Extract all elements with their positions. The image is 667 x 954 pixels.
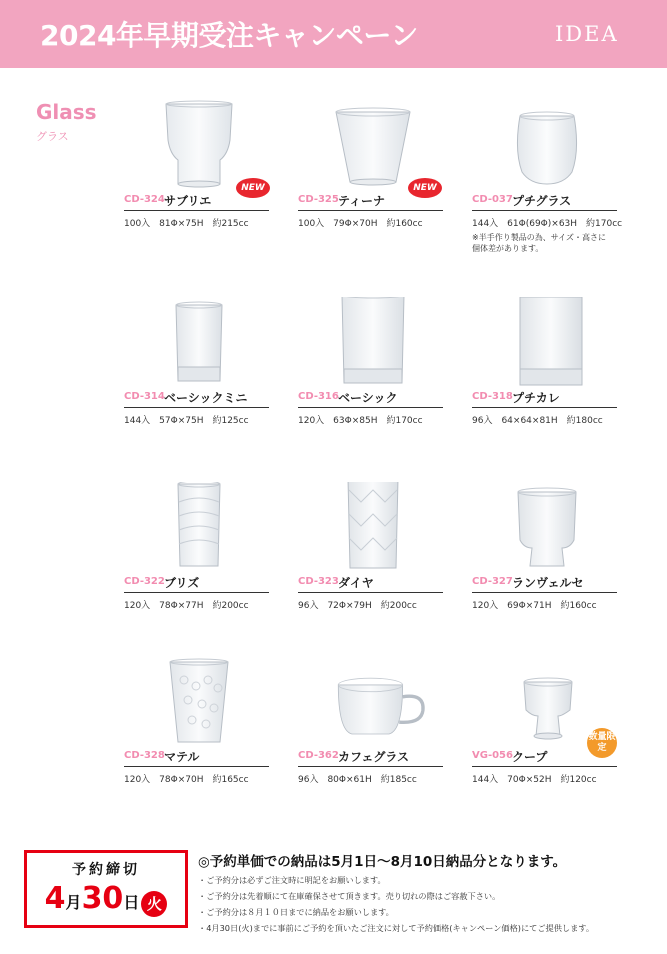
divider bbox=[298, 766, 443, 767]
glass-image bbox=[318, 656, 428, 746]
note-line: ・ご予約分は８月１０日までに納品をお願いします。 bbox=[198, 907, 394, 917]
product-code: CD-324 bbox=[124, 194, 165, 205]
deadline-month-unit: 月 bbox=[65, 893, 82, 912]
product-code: CD-322 bbox=[124, 576, 165, 587]
glass-image bbox=[318, 482, 428, 572]
product-name: ティーナ bbox=[338, 194, 386, 208]
note-line: ・4月30日(火)までに事前にご予約を頂いたご注文に対して予約価格(キャンペーン価格)にてご提供します。 bbox=[198, 923, 595, 933]
product-code: CD-362 bbox=[298, 750, 339, 761]
divider bbox=[472, 210, 617, 211]
product-spec: 120入 78Φ×70H 約165cc bbox=[124, 775, 249, 785]
limited-badge: 数量限定 bbox=[587, 728, 617, 758]
product-spec: 96入 64×64×81H 約180cc bbox=[472, 416, 603, 426]
brand-logo: IDEA bbox=[555, 22, 619, 46]
product-spec: 120入 63Φ×85H 約170cc bbox=[298, 416, 423, 426]
product-spec: 144入 70Φ×52H 約120cc bbox=[472, 775, 597, 785]
product-code: CD-037 bbox=[472, 194, 513, 205]
product-spec: 144入 61Φ(69Φ)×63H 約170cc bbox=[472, 219, 623, 229]
note-line: ・ご予約分は必ずご注文時に明記をお願いします。 bbox=[198, 875, 386, 885]
product-spec: 144入 57Φ×75H 約125cc bbox=[124, 416, 249, 426]
divider bbox=[472, 407, 617, 408]
section-title-jp: グラス bbox=[36, 130, 69, 143]
divider bbox=[472, 766, 617, 767]
product-code: CD-325 bbox=[298, 194, 339, 205]
divider bbox=[298, 592, 443, 593]
divider bbox=[124, 407, 269, 408]
product-spec: 120入 78Φ×77H 約200cc bbox=[124, 601, 249, 611]
divider bbox=[298, 210, 443, 211]
glass-image bbox=[144, 656, 254, 746]
product-name: プチカレ bbox=[512, 391, 560, 405]
product-code: CD-327 bbox=[472, 576, 513, 587]
product-code: CD-314 bbox=[124, 391, 165, 402]
product-spec: 100入 81Φ×75H 約215cc bbox=[124, 219, 249, 229]
divider bbox=[472, 592, 617, 593]
glass-image bbox=[144, 482, 254, 572]
deadline-day: 30 bbox=[81, 881, 124, 916]
new-badge: NEW bbox=[236, 178, 270, 198]
product-name: ベーシックミニ bbox=[164, 391, 248, 405]
product-code: CD-316 bbox=[298, 391, 339, 402]
page-title: 2024年早期受注キャンペーン bbox=[40, 19, 418, 52]
deadline-box bbox=[24, 850, 188, 928]
product-code: CD-328 bbox=[124, 750, 165, 761]
divider bbox=[124, 766, 269, 767]
product-code: VG-056 bbox=[472, 750, 513, 761]
glass-image bbox=[144, 297, 254, 387]
deadline-title: 予約締切 bbox=[72, 862, 140, 878]
glass-image bbox=[318, 100, 428, 190]
note-line: ・ご予約分は先着順にて在庫確保させて頂きます。売り切れの際はご容赦下さい。 bbox=[198, 891, 501, 901]
section-title-en: Glass bbox=[36, 100, 97, 124]
deadline-month: 4 bbox=[44, 881, 66, 916]
glass-image bbox=[492, 656, 602, 746]
deadline-weekday: 火 bbox=[141, 891, 167, 917]
new-badge: NEW bbox=[408, 178, 442, 198]
product-name: クープ bbox=[512, 750, 548, 764]
divider bbox=[298, 407, 443, 408]
product-code: CD-323 bbox=[298, 576, 339, 587]
product-name: サブリエ bbox=[164, 194, 212, 208]
product-note: ※半手作り製品の為、サイズ・高さに 個体差があります。 bbox=[472, 233, 615, 253]
product-spec: 100入 79Φ×70H 約160cc bbox=[298, 219, 423, 229]
deadline-date bbox=[27, 881, 185, 917]
product-code: CD-318 bbox=[472, 391, 513, 402]
header-banner bbox=[0, 0, 667, 68]
glass-image bbox=[492, 482, 602, 572]
campaign-notes bbox=[198, 850, 658, 934]
product-name: カフェグラス bbox=[338, 750, 410, 764]
glass-image bbox=[492, 100, 602, 190]
product-name: ダイヤ bbox=[338, 576, 374, 590]
product-name: ランヴェルセ bbox=[512, 576, 584, 590]
product-name: ベーシック bbox=[338, 391, 398, 405]
divider bbox=[124, 592, 269, 593]
product-name: マテル bbox=[164, 750, 200, 764]
glass-image bbox=[492, 297, 602, 387]
divider bbox=[124, 210, 269, 211]
glass-image bbox=[318, 297, 428, 387]
product-spec: 96入 80Φ×61H 約185cc bbox=[298, 775, 417, 785]
product-name: ブリズ bbox=[164, 576, 200, 590]
product-spec: 120入 69Φ×71H 約160cc bbox=[472, 601, 597, 611]
deadline-day-unit: 日 bbox=[123, 893, 140, 912]
notes-headline: ◎予約単価での納品は5月1日〜8月10日納品分となります。 bbox=[198, 854, 567, 870]
product-name: プチグラス bbox=[512, 194, 572, 208]
product-spec: 96入 72Φ×79H 約200cc bbox=[298, 601, 417, 611]
glass-image bbox=[144, 100, 254, 190]
